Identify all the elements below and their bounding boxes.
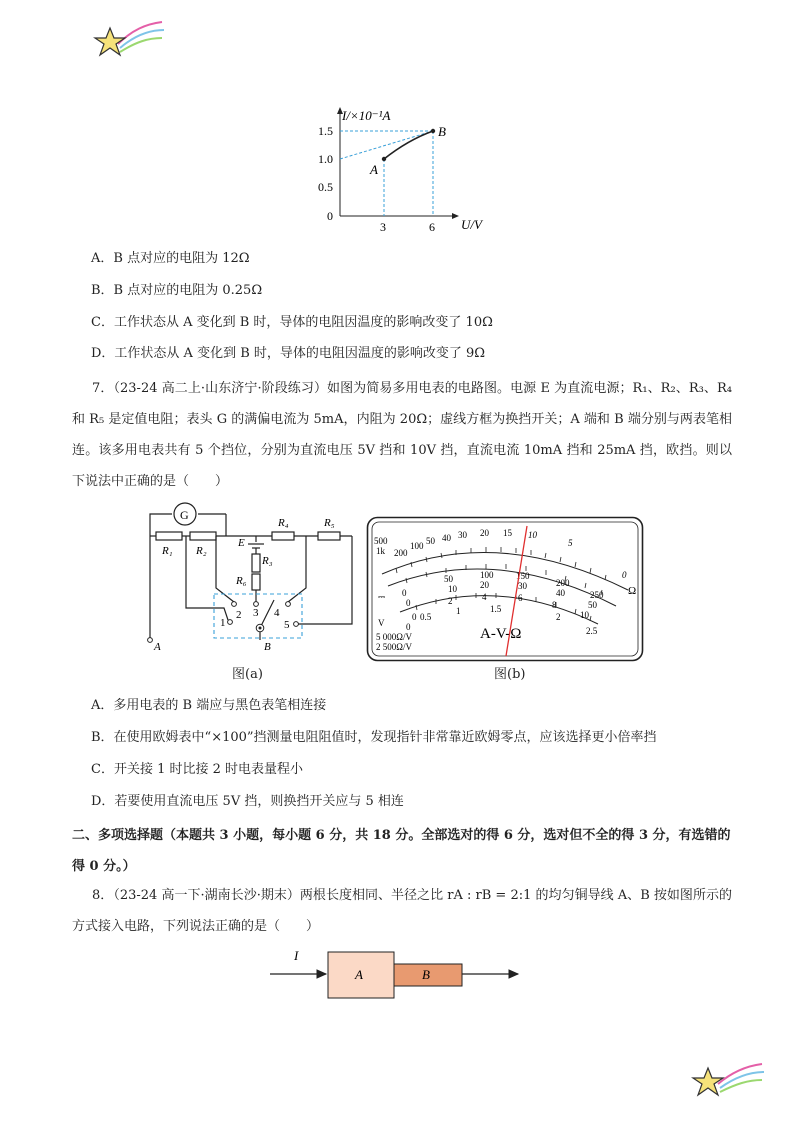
q7-number: 7．	[92, 381, 114, 396]
mid-inner-scale-label: 50	[588, 600, 597, 610]
switch-contact-3: 3	[253, 607, 259, 619]
graph-xtick: 3	[380, 220, 386, 234]
low-scale-a-label: 0	[412, 612, 417, 622]
mid-inner-scale-label: 20	[480, 580, 489, 590]
terminal-a-label: A	[154, 641, 161, 652]
low-scale-a-label: 4	[482, 592, 487, 602]
section-heading: 二、多项选择题（本题共 3 小题，每小题 6 分，共 18 分。全部选对的得 6 分，选对但不全的得 3 分，有选错的得 0 分。）	[72, 828, 731, 874]
ohm-scale-label: 500	[374, 536, 388, 546]
graph-ytick: 0	[327, 209, 333, 223]
galvanometer-label: G	[180, 508, 189, 522]
ohm-scale-label: 1k	[376, 546, 385, 556]
mid-outer-scale-label: 250	[590, 590, 604, 600]
meter-spec-1: 5 000Ω/V	[376, 632, 412, 642]
wire-diagram	[270, 944, 524, 1004]
figure-a-caption: 图(a)	[232, 667, 263, 682]
q6-option-b: B．B 点对应的电阻为 0.25Ω	[91, 283, 263, 298]
figure-b-caption: 图(b)	[494, 667, 526, 682]
wire-b-label: B	[422, 967, 430, 982]
mid-outer-scale-label: 100	[480, 570, 494, 580]
terminal-b-label: B	[264, 641, 271, 652]
q7-option-b: B．在使用欧姆表中“×100”挡测量电阻阻值时，发现指针非常靠近欧姆零点，应该选择更小倍率挡	[91, 730, 657, 745]
r4-label: R₄	[278, 517, 289, 529]
graph-xlabel: U/V	[461, 217, 482, 232]
mid-outer-scale-label: 0	[402, 588, 407, 598]
ohm-scale-label: 200	[394, 548, 408, 558]
low-scale-a-label: 2	[448, 596, 453, 606]
switch-contact-4: 4	[274, 607, 280, 619]
low-scale-a-label: 10	[580, 610, 589, 620]
q6-option-a: A．B 点对应的电阻为 12Ω	[91, 251, 250, 266]
mid-inner-scale-label: 40	[556, 588, 565, 598]
dc-mark: ⎓	[378, 592, 386, 602]
q7-option-d: D．若要使用直流电压 5V 挡，则换挡开关应与 5 相连	[91, 794, 404, 809]
ohm-symbol: Ω	[628, 585, 637, 597]
mid-inner-scale-label: 0	[406, 598, 411, 608]
q6-option-c: C．工作状态从 A 变化到 B 时，导体的电阻因温度的影响改变了 10Ω	[91, 315, 493, 330]
star-icon	[693, 1068, 723, 1095]
graph-ytick: 1.0	[318, 152, 333, 166]
graph-ytick: 1.5	[318, 124, 333, 138]
ohm-scale-label: 40	[442, 533, 451, 543]
mid-outer-scale-label: 50	[444, 574, 453, 584]
low-scale-a-label: 8	[552, 600, 557, 610]
ohm-scale-label: 100	[410, 541, 424, 551]
q7-stem	[72, 373, 732, 497]
low-scale-b-label: 0	[406, 622, 411, 632]
iu-graph	[318, 100, 498, 235]
low-scale-a-label: 6	[518, 593, 523, 603]
switch-contact-2: 2	[236, 609, 242, 621]
mid-inner-scale-label: 10	[448, 584, 457, 594]
graph-ytick: 0.5	[318, 180, 333, 194]
q6-option-d: D．工作状态从 A 变化到 B 时，导体的电阻因温度的影响改变了 9Ω	[91, 346, 486, 361]
r5-label: R₅	[324, 517, 335, 529]
star-decoration-bottom	[688, 1054, 768, 1100]
low-scale-b-label: 2.5	[586, 626, 598, 636]
q8-text: （23-24 高一下·湖南长沙·期末）两根长度相同、半径之比 rA : rB = 2:1 的均匀铜导线 A、B 按如图所示的方式接入电路，下列说法正确的是（ ）	[72, 888, 732, 934]
meter-spec-2: 2 500Ω/V	[376, 642, 412, 652]
q7-text: （23-24 高二上·山东济宁·阶段练习）如图为简易多用电表的电路图。电源 E 为直流电源；R₁、R₂、R₃、R₄ 和 R₅ 是定值电阻；表头 G 的满偏电流为 5mA，内阻为 20Ω；虚线方框为换挡开关；A 端和 B 端分别与两表笔相连。该多用电表共有 5 个挡位，分别为直流电压 5V 挡和 10V 挡，直流电流 10mA 挡和 25mA 挡，欧挡。则以下说法中正确的是（ ）	[72, 381, 732, 489]
r6-label: R₆	[236, 575, 247, 587]
graph-ylabel: I/×10⁻¹A	[342, 108, 391, 123]
low-scale-b-label: 0.5	[420, 612, 432, 622]
ohm-scale-label: 20	[480, 528, 489, 538]
q8-stem	[72, 880, 732, 942]
ohm-scale-label: 30	[458, 530, 467, 540]
ohm-scale-label: 0	[622, 570, 627, 580]
ohm-scale-label: 10	[528, 530, 537, 540]
q7-option-a: A．多用电表的 B 端应与黑色表笔相连接	[91, 698, 327, 713]
low-scale-b-label: 1	[456, 606, 461, 616]
r3-label: R₃	[262, 555, 273, 567]
mid-outer-scale-label: 150	[516, 571, 530, 581]
meter-face	[366, 516, 644, 662]
graph-xtick: 6	[429, 220, 435, 234]
ohm-scale-label: 15	[503, 528, 512, 538]
circuit-diagram	[142, 500, 362, 652]
q7-option-c: C．开关接 1 时比接 2 时电表量程小	[91, 762, 304, 777]
mid-inner-scale-label: 30	[518, 581, 527, 591]
wire-a-label: A	[355, 967, 363, 982]
switch-contact-1: 1	[220, 617, 226, 629]
ohm-scale-label: 50	[426, 536, 435, 546]
graph-point-b: B	[438, 124, 446, 139]
r1-label: R₁	[162, 545, 173, 557]
v-mark: V	[378, 618, 385, 628]
r2-label: R₂	[196, 545, 207, 557]
star-decoration-top	[90, 14, 168, 60]
q8-number: 8．	[92, 888, 114, 903]
graph-point-a: A	[370, 162, 378, 177]
switch-contact-5: 5	[284, 619, 290, 631]
e-label: E	[238, 537, 245, 549]
low-scale-b-label: 1.5	[490, 604, 502, 614]
ohm-scale-label: 5	[568, 538, 573, 548]
low-scale-b-label: 2	[556, 612, 561, 622]
current-label: I	[294, 948, 299, 963]
meter-face-label: A-V-Ω	[480, 626, 522, 642]
mid-outer-scale-label: 200	[556, 578, 570, 588]
